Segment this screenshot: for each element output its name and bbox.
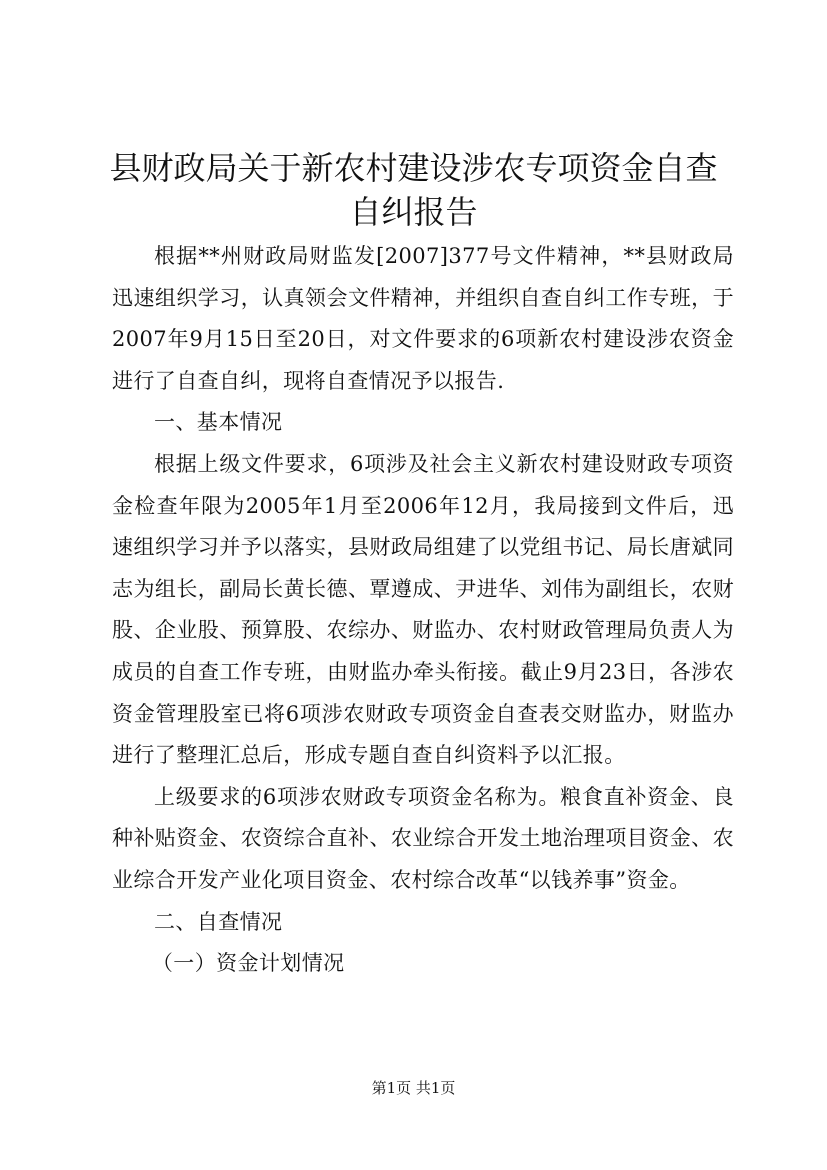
section-heading-basic: 一、基本情况 xyxy=(154,410,283,435)
document-title: 县财政局关于新农村建设涉农专项资金自查自纠报告 xyxy=(109,149,718,231)
paragraph-basic-situation: 根据上级文件要求，6项涉及社会主义新农村建设财政专项资金检查年限为2005年1月至2006年12月，我局接到文件后，迅速组织学习并予以落实，县财政局组建了以党组书记、局长唐斌同志为组长，副局长黄长德、覃遵成、尹进华、刘伟为副组长，农财股、企业股、预算股、农综办、财监办、农村财政管理局负责人为成员的自查工作专班，由财监办牵头衔接。截止9月23日，各涉农资金管理股室已将6项涉农财政专项资金自查表交财监办，财监办进行了整理汇总后，形成专题自查自纠资料予以汇报。 xyxy=(112,451,734,768)
paragraph-fund-names: 上级要求的6项涉农财政专项资金名称为。粮食直补资金、良种补贴资金、农资综合直补、农业综合开发土地治理项目资金、农业综合开发产业化项目资金、农村综合改革“以钱养事”资金。 xyxy=(112,784,734,892)
paragraph-intro: 根据**州财政局财监发[2007]377号文件精神，**县财政局迅速组织学习，认真领会文件精神，并组织自查自纠工作专班，于2007年9月15日至20日，对文件要求的6项新农村建设涉农资金进行了自查自纠，现将自查情况予以报告. xyxy=(112,244,734,393)
subsection-heading-fund-plan: （一）资金计划情况 xyxy=(151,951,345,976)
document-body xyxy=(112,236,734,985)
section-heading-self-check: 二、自查情况 xyxy=(154,909,283,934)
page-footer: 第1页 共1页 xyxy=(371,1079,456,1097)
